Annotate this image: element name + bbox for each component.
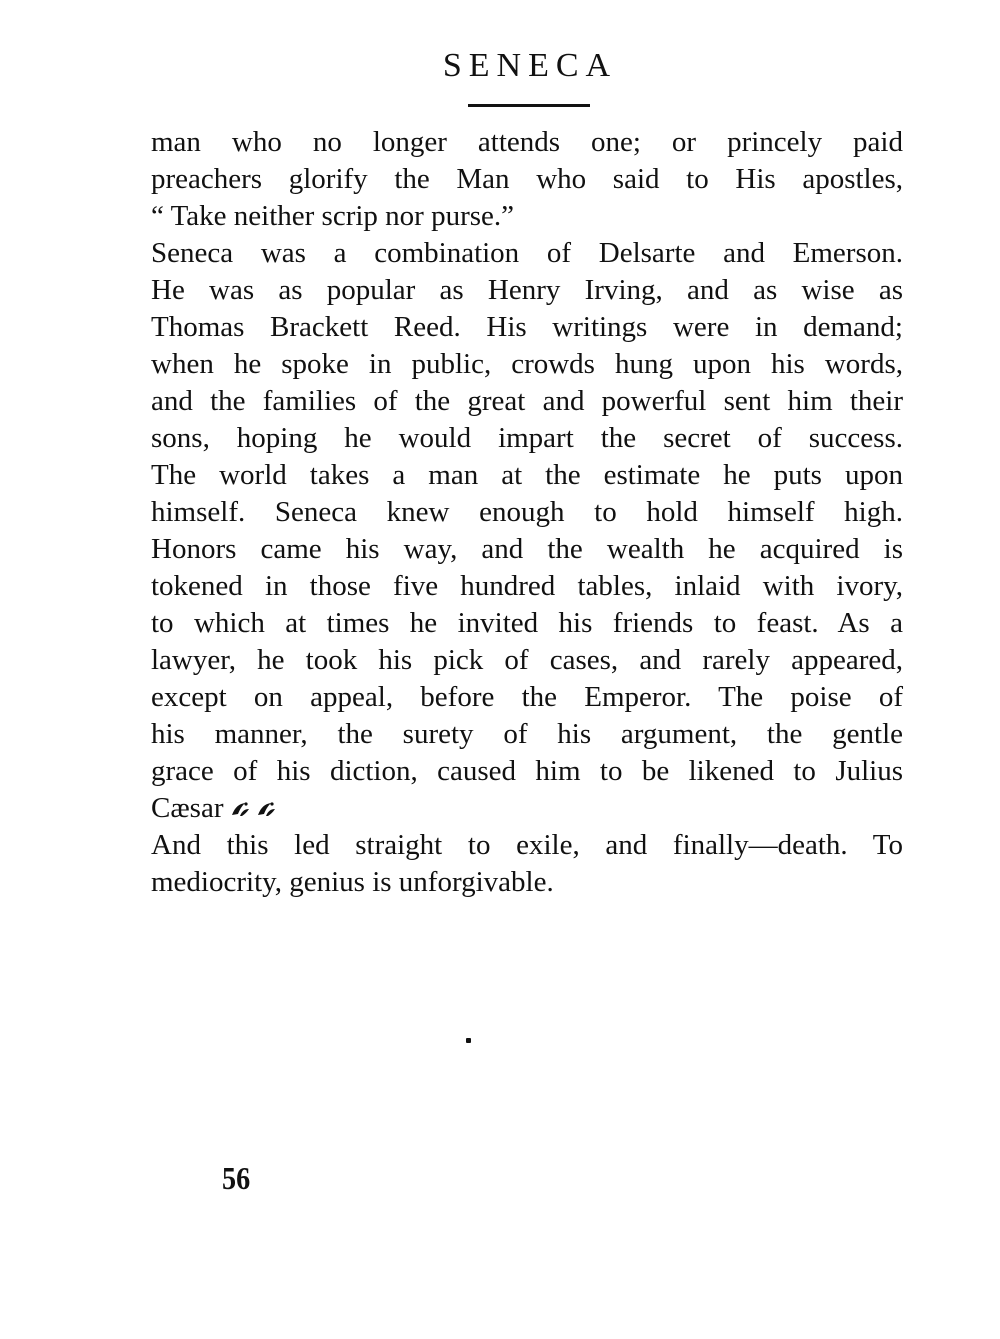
text-line-word: Cæsar — [151, 792, 224, 824]
text-line: lawyer, he took his pick of cases, and rarely appeared, — [151, 644, 903, 676]
fleuron-icon — [256, 801, 276, 818]
text-line: And this led straight to exile, and finally—death. To — [151, 829, 903, 861]
text-line: himself. Seneca knew enough to hold himself high. — [151, 496, 903, 528]
text-line: and the families of the great and powerful sent him their — [151, 385, 903, 417]
page-number: 56 — [222, 1160, 251, 1196]
header-rule — [468, 104, 590, 107]
body-text — [151, 124, 903, 901]
text-line: grace of his diction, caused him to be likened to Julius — [151, 755, 903, 787]
text-line: He was as popular as Henry Irving, and as wise as — [151, 274, 903, 306]
text-line: except on appeal, before the Emperor. The poise of — [151, 681, 903, 713]
text-line: to which at times he invited his friends to feast. As a — [151, 607, 903, 639]
text-line: “ Take neither scrip nor purse.” — [151, 200, 515, 232]
fleuron-icon — [230, 801, 250, 818]
text-line: his manner, the surety of his argument, the gentle — [151, 718, 903, 750]
text-line: preachers glorify the Man who said to His apostles, — [151, 163, 903, 195]
text-line: The world takes a man at the estimate he puts upon — [151, 459, 903, 491]
running-head: SENECA — [442, 47, 618, 84]
text-line-with-ornaments — [151, 790, 903, 827]
text-line: tokened in those five hundred tables, inlaid with ivory, — [151, 570, 903, 602]
text-line: when he spoke in public, crowds hung upon his words, — [151, 348, 903, 380]
text-line: mediocrity, genius is unforgivable. — [151, 866, 554, 898]
text-line: Thomas Brackett Reed. His writings were in demand; — [151, 311, 903, 343]
text-line: man who no longer attends one; or princely paid — [151, 126, 903, 158]
text-line: Honors came his way, and the wealth he acquired is — [151, 533, 903, 565]
text-line: Seneca was a combination of Delsarte and Emerson. — [151, 237, 903, 269]
ink-speck — [466, 1038, 471, 1043]
text-line: sons, hoping he would impart the secret of success. — [151, 422, 903, 454]
